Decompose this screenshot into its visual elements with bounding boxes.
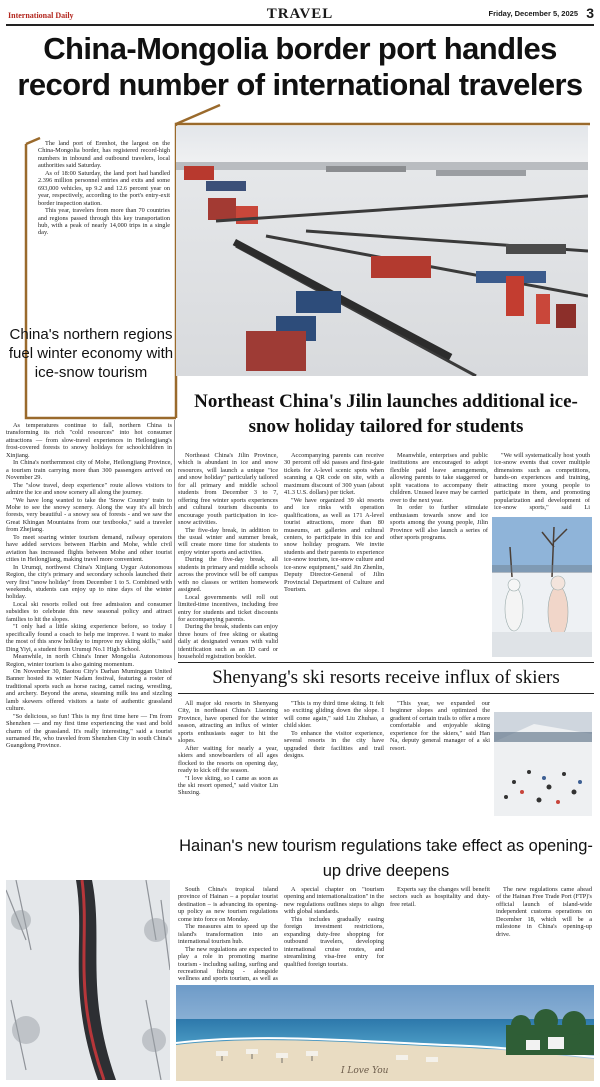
jilin-paragraph: Meanwhile, enterprises and public institutions are encouraged to adopt flexible paid leave arrangements, allowing parents to take staggered or split vacations to accompany their children. Unused leave may be carried over to the next year. — [390, 452, 488, 504]
jilin-col-4 — [494, 452, 590, 512]
hainan-paragraph: This includes gradually easing foreign investment restrictions, expanding duty-free shopping for outbound travelers, developing international cruise routes, and streamlining visa-free entry for qualified foreign tourists. — [284, 915, 384, 968]
jilin-paragraph: "We have organized 39 ski resorts and ice rinks with operation qualifications, as well as 171 A-level tourist attractions, more than 80 museums, art galleries and cultural centers, to participate in this ice and snow holiday program. We invite students and their parents to experience ice-snow tourism, ice-snow culture and ice-snow equipment," said Jin Zhenlin, Deputy Director-General of Jilin Provincial Department of Culture and Tourism. — [284, 496, 384, 594]
jilin-paragraph: Northeast China's Jilin Province, which is abundant in ice and snow resources, will launch a unique "ice and snow holiday" particularly tailored for all primary and middle school students from December 3 to 7, offering free winter sports experiences and cultural tourism discounts to encourage youth participation in ice-snow activities. — [178, 452, 278, 527]
port-photo — [176, 126, 588, 376]
northern-paragraph: "I only had a little skiing experience before, so today I specifically found a coach to help me improve. I want to make the most of this snow holiday to improve my skiing skills," said Ding Yiyi, a student from Urumqi No.1 High School. — [6, 623, 172, 653]
northern-text — [6, 422, 172, 872]
hainan-paragraph: The new regulations are expected to play a role in promoting marine tourism - including sailing, surfing and recreational fishing - alongside wellness and sports tourism, as well as — [178, 945, 278, 982]
northern-paragraph: "So delicious, so fun! This is my first time here — I'm from Shenzhen — and my first time experiencing the vast and bold charm of the grassland. It's really interesting," said a tourist surnamed He, who traveled from Shenzhen City in south China's Guangdong Province. — [6, 712, 172, 750]
section-title: TRAVEL — [266, 6, 334, 22]
hainan-paragraph: A special chapter on "tourism opening and internationalization" in the new regulations outlines steps to align with global standards. — [284, 886, 384, 916]
northern-paragraph: As temperatures continue to fall, northern China is transforming its rich "cold resources" into hot consumer attractions — from slow-travel experiences in Heilongjiang's frost-covered forests to snowy holidays for schoolchildren in Xinjiang. — [6, 422, 172, 459]
shenyang-ski-photo — [494, 712, 592, 816]
jilin-title: Northeast China's Jilin launches additional ice-snow holiday tailored for students — [194, 391, 578, 437]
northern-paragraph: In Urumqi, northwest China's Xinjiang Uygur Autonomous Region, the city's primary and secondary schools launched their very first "snow holiday" from December 1 to 5. Combined with weekends, students can enjoy up to nine days of the winter holiday. — [6, 563, 172, 601]
jilin-paragraph: During the break, students can enjoy three hours of free skiing or skating daily at designated venues with valid identification such as an ID card or household registration booklet. — [178, 623, 278, 660]
hainan-col-4 — [496, 886, 592, 982]
hainan-beach-photo — [176, 985, 594, 1081]
northern-paragraph: To meet soaring winter tourism demand, railway operators have added services between Harbin and Mohe, while civil aviation has increased flights between Mohe and other tourist cities in Heilongjiang, making travel more convenient. — [6, 533, 172, 564]
jilin-paragraph: "We will systematically host youth ice-snow events that cover multiple dimensions such as competitions, hands-on experiences and training, attracting more young people to participate in them, and promoting popularization and development of ice-snow sports," said Li — [494, 452, 590, 512]
hainan-col-1 — [178, 886, 278, 982]
page-number: 3 — [586, 5, 594, 21]
shenyang-paragraph: "This is my third time skiing. It felt so exciting gliding down the slope. I will come again," said Liu Zhuhao, a child skier. — [284, 700, 384, 730]
jilin-col-2 — [284, 452, 384, 660]
northern-paragraph: The "slow travel, deep experience" route allows visitors to admire the ice and snow scenery all along the journey. — [6, 481, 172, 497]
jilin-paragraph: In order to further stimulate enthusiasm towards snow and ice sports among the young people, Jilin Province will also launch a series of other sports programs. — [390, 504, 488, 541]
northern-paragraph: Meanwhile, in north China's Inner Mongolia Autonomous Region, winter tourism is also gaining momentum. — [6, 653, 172, 668]
jilin-col-1 — [178, 452, 278, 660]
section-divider — [178, 662, 594, 663]
shenyang-paragraph: All major ski resorts in Shenyang City, in northeast China's Liaoning Province, have opened for the winter season, attracting an influx of winter sports enthusiasts eager to hit the slopes. — [178, 700, 278, 745]
jilin-paragraph: During the five-day break, all students in primary and middle schools across the province will be off campus with no classes or written homework assigned. — [178, 556, 278, 594]
jilin-paragraph: The five-day break, in addition to the usual winter and summer break, will create more time for students to enjoy winter sports and activities. — [178, 526, 278, 556]
jilin-paragraph: Local governments will roll out limited-time incentives, including free entry for students and ticket discounts for accompanying parents. — [178, 593, 278, 623]
shenyang-title: Shenyang's ski resorts receive influx of skiers — [212, 667, 560, 688]
column-rule — [174, 420, 175, 660]
hainan-paragraph: The measures aim to speed up the island's transformation into an international tourism hub. — [178, 923, 278, 946]
northern-paragraph: Local ski resorts rolled out free admission and consumer subsidies to celebrate this new seasonal policy and attract families to hit the slopes. — [6, 600, 172, 623]
paper-name: International Daily — [8, 11, 74, 20]
northern-paragraph: On November 30, Baotou City's Darhan Muminggan United Banner hosted its winter Nadam festival, featuring a roster of traditional sports such as horse racing, camel racing, wrestling, and archery. Beyond the arena, steaming milk tea and sizzling lamb skewers offered visitors a taste of authentic grassland culture. — [6, 667, 172, 713]
shenyang-paragraph: "This year, we expanded our beginner slopes and optimized the gradient of certain trails to offer a more comfortable and enjoyable skiing experience for the skiers," said Han Na, deputy general manager of a ski resort. — [390, 700, 490, 752]
lead-paragraph: This year, travelers from more than 70 countries and regions passed through this key transportation hub, with a peak of nearly 14,000 trips in a single day. — [38, 207, 170, 237]
hainan-paragraph: Experts say the changes will benefit sectors such as hospitality and duty-free retail. — [390, 886, 490, 908]
northern-paragraph: "We have long wanted to take the 'Snow Country' train to Mohe to see the snowy scenery. Along the way it's all birch forests, very beautiful - a snowy sea of forests - and we saw the Great Khingan Mountains from our textbooks," said a traveler from Zhejiang. — [6, 496, 172, 534]
jilin-paragraph: Accompanying parents can receive 30 percent off ski passes and first-gate tickets for A-level scenic spots when scanning a QR code on site, with a maximum discount of 300 yuan (about 41.3 U.S. dollars) per ticket. — [284, 452, 384, 497]
lead-paragraph: The land port of Erenhot, the largest on the China-Mongolia border, has registered record-high numbers in inbound and outbound travelers, local authorities said Saturday. — [38, 140, 170, 170]
page-headline: China-Mongolia border port handles record number of international travelers — [17, 31, 583, 102]
lead-story-text — [38, 140, 170, 300]
lead-paragraph: As of 18:00 Saturday, the land port had handled 2.396 million personnel entries and exits and some 693,000 vehicles, up 9.2 and 12.6 percent year on year, respectively, according to the port's entry-exit border inspection station. — [38, 169, 170, 207]
northern-title: China's northern regions fuel winter economy with ice-snow tourism — [8, 326, 174, 381]
hainan-paragraph: South China's tropical island province of Hainan – a popular tourist destination – is advancing its opening-up policy as new tourism regulations come into force on Monday. — [178, 886, 278, 923]
header-rule — [6, 24, 594, 26]
northern-paragraph: In China's northernmost city of Mohe, Heilongjiang Province, a tourism train carrying more than 300 passengers arrived on November 29. — [6, 459, 172, 482]
shenyang-col-2 — [284, 700, 384, 818]
shenyang-paragraph: "I love skiing, so I came as soon as the ski resort opened," said visitor Lin Shuxing. — [178, 774, 278, 797]
shenyang-paragraph: After waiting for nearly a year, skiers and snowboarders of all ages flocked to the resorts on opening day, ready to kick off the season. — [178, 744, 278, 775]
jilin-col-3 — [390, 452, 488, 660]
shenyang-col-3 — [390, 700, 490, 818]
hainan-col-2 — [284, 886, 384, 982]
hainan-col-3 — [390, 886, 490, 982]
hainan-paragraph: The new regulations came ahead of the Hainan Free Trade Port (FTP)'s official launch of island-wide independent customs operations on December 18, which will be a milestone in China's opening-up drive. — [496, 886, 592, 938]
shenyang-col-1 — [178, 700, 278, 818]
jilin-kids-photo — [492, 517, 592, 657]
beach-sign-text: I Love You — [341, 1066, 389, 1076]
issue-date: Friday, December 5, 2025 — [488, 9, 578, 18]
section-divider — [178, 693, 594, 694]
shenyang-paragraph: To enhance the visitor experience, several resorts in the city have upgraded their facilities and trail designs. — [284, 729, 384, 760]
snow-train-photo — [6, 880, 170, 1080]
hainan-title: Hainan's new tourism regulations take effect as opening-up drive deepens — [179, 837, 593, 880]
